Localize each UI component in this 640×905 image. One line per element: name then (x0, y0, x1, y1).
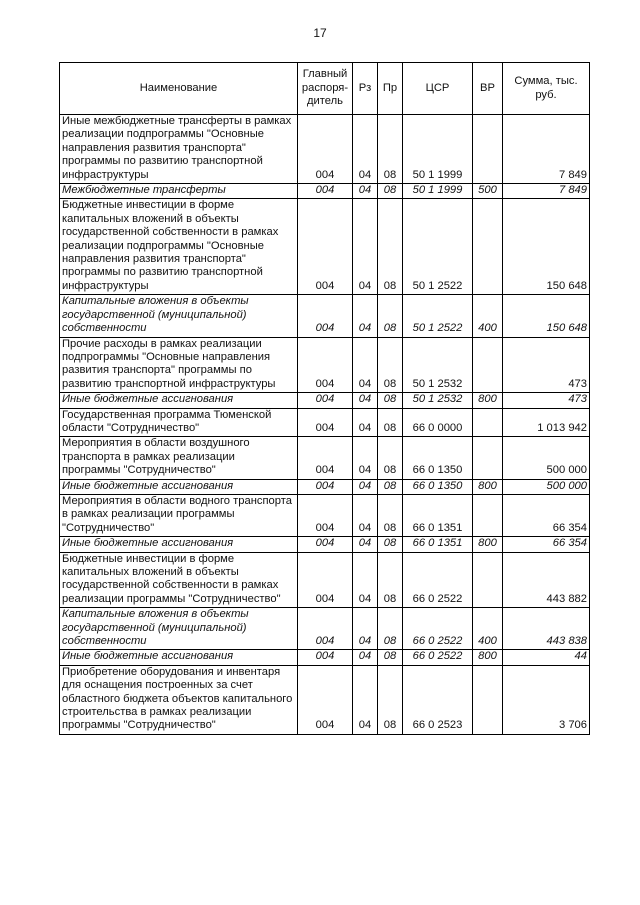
cell-vr (473, 115, 503, 184)
cell-rz: 04 (353, 437, 378, 479)
cell-admin: 004 (298, 650, 353, 665)
cell-admin: 004 (298, 184, 353, 199)
cell-admin: 004 (298, 115, 353, 184)
cell-vr: 800 (473, 537, 503, 552)
table-row (60, 479, 590, 494)
header-sum: Сумма, тыс. руб. (503, 63, 590, 115)
header-rz: Рз (353, 63, 378, 115)
cell-pr: 08 (378, 665, 403, 734)
cell-pr: 08 (378, 494, 403, 536)
cell-csr: 66 0 1351 (403, 537, 473, 552)
cell-name: Иные бюджетные ассигнования (60, 393, 298, 408)
cell-admin: 004 (298, 393, 353, 408)
cell-rz: 04 (353, 552, 378, 608)
cell-rz: 04 (353, 295, 378, 337)
cell-pr: 08 (378, 393, 403, 408)
cell-sum: 3 706 (503, 665, 590, 734)
cell-pr: 08 (378, 337, 403, 393)
table-body (60, 115, 590, 735)
cell-name: Мероприятия в области водного транспорта в рамках реализации программы "Сотрудничество" (60, 494, 298, 536)
cell-csr: 66 0 2523 (403, 665, 473, 734)
budget-table (59, 62, 590, 735)
table-row (60, 115, 590, 184)
cell-rz: 04 (353, 184, 378, 199)
cell-pr: 08 (378, 650, 403, 665)
cell-name: Мероприятия в области воздушного транспорта в рамках реализации программы "Сотрудничество" (60, 437, 298, 479)
cell-pr: 08 (378, 537, 403, 552)
cell-name: Капитальные вложения в объекты государственной (муниципальной) собственности (60, 295, 298, 337)
cell-csr: 66 0 0000 (403, 408, 473, 437)
cell-name: Приобретение оборудования и инвентаря для оснащения построенных за счет областного бюджета объектов капитального строительства в рамках реализации программы "Сотрудничество" (60, 665, 298, 734)
cell-rz: 04 (353, 408, 378, 437)
cell-admin: 004 (298, 537, 353, 552)
cell-csr: 50 1 2522 (403, 295, 473, 337)
table-row (60, 650, 590, 665)
cell-pr: 08 (378, 408, 403, 437)
cell-rz: 04 (353, 115, 378, 184)
cell-admin: 004 (298, 337, 353, 393)
cell-pr: 08 (378, 552, 403, 608)
cell-csr: 66 0 2522 (403, 650, 473, 665)
cell-name: Государственная программа Тюменской области "Сотрудничество" (60, 408, 298, 437)
header-csr: ЦСР (403, 63, 473, 115)
cell-admin: 004 (298, 552, 353, 608)
cell-sum: 1 013 942 (503, 408, 590, 437)
cell-admin: 004 (298, 665, 353, 734)
cell-csr: 50 1 2532 (403, 337, 473, 393)
cell-rz: 04 (353, 494, 378, 536)
header-pr: Пр (378, 63, 403, 115)
cell-vr: 800 (473, 650, 503, 665)
cell-vr (473, 337, 503, 393)
cell-csr: 66 0 1350 (403, 437, 473, 479)
cell-sum: 150 648 (503, 199, 590, 295)
cell-vr (473, 665, 503, 734)
cell-sum: 500 000 (503, 479, 590, 494)
header-vr: ВР (473, 63, 503, 115)
header-name: Наименование (60, 63, 298, 115)
cell-name: Иные бюджетные ассигнования (60, 650, 298, 665)
cell-vr: 400 (473, 295, 503, 337)
cell-vr (473, 437, 503, 479)
cell-admin: 004 (298, 494, 353, 536)
cell-vr (473, 494, 503, 536)
cell-csr: 50 1 1999 (403, 115, 473, 184)
table-row (60, 437, 590, 479)
table-row (60, 494, 590, 536)
cell-admin: 004 (298, 295, 353, 337)
cell-name: Капитальные вложения в объекты государственной (муниципальной) собственности (60, 608, 298, 650)
cell-name: Иные межбюджетные трансферты в рамках реализации подпрограммы "Основные направления развития транспорта" программы по развитию транспортной инфраструктуры (60, 115, 298, 184)
cell-pr: 08 (378, 295, 403, 337)
table-row (60, 295, 590, 337)
cell-sum: 443 838 (503, 608, 590, 650)
cell-rz: 04 (353, 199, 378, 295)
cell-vr: 400 (473, 608, 503, 650)
cell-admin: 004 (298, 479, 353, 494)
header-row (60, 63, 590, 115)
cell-sum: 473 (503, 337, 590, 393)
cell-name: Межбюджетные трансферты (60, 184, 298, 199)
cell-sum: 150 648 (503, 295, 590, 337)
cell-sum: 44 (503, 650, 590, 665)
cell-vr: 800 (473, 393, 503, 408)
table-row (60, 552, 590, 608)
cell-csr: 66 0 2522 (403, 552, 473, 608)
cell-name: Иные бюджетные ассигнования (60, 479, 298, 494)
cell-vr (473, 552, 503, 608)
table-row (60, 199, 590, 295)
cell-csr: 50 1 2532 (403, 393, 473, 408)
cell-admin: 004 (298, 408, 353, 437)
cell-vr: 800 (473, 479, 503, 494)
table-row (60, 337, 590, 393)
page-number: 17 (313, 26, 327, 40)
cell-rz: 04 (353, 650, 378, 665)
cell-rz: 04 (353, 665, 378, 734)
cell-sum: 473 (503, 393, 590, 408)
cell-vr (473, 199, 503, 295)
cell-vr (473, 408, 503, 437)
cell-pr: 08 (378, 608, 403, 650)
cell-pr: 08 (378, 199, 403, 295)
cell-pr: 08 (378, 115, 403, 184)
cell-name: Иные бюджетные ассигнования (60, 537, 298, 552)
cell-csr: 50 1 1999 (403, 184, 473, 199)
cell-rz: 04 (353, 479, 378, 494)
cell-pr: 08 (378, 437, 403, 479)
cell-csr: 50 1 2522 (403, 199, 473, 295)
cell-pr: 08 (378, 184, 403, 199)
table-row (60, 537, 590, 552)
cell-csr: 66 0 1350 (403, 479, 473, 494)
cell-sum: 66 354 (503, 537, 590, 552)
table-row (60, 408, 590, 437)
cell-admin: 004 (298, 608, 353, 650)
table-row (60, 184, 590, 199)
table-row (60, 665, 590, 734)
cell-csr: 66 0 1351 (403, 494, 473, 536)
cell-sum: 443 882 (503, 552, 590, 608)
cell-sum: 500 000 (503, 437, 590, 479)
cell-sum: 7 849 (503, 115, 590, 184)
table-row (60, 393, 590, 408)
cell-sum: 66 354 (503, 494, 590, 536)
cell-name: Бюджетные инвестиции в форме капитальных вложений в объекты государственной собственности в рамках реализации подпрограммы "Основные направления развития транспорта" программы по развитию транспортной инфраструктуры (60, 199, 298, 295)
cell-admin: 004 (298, 199, 353, 295)
cell-name: Бюджетные инвестиции в форме капитальных вложений в объекты государственной собственности в рамках реализации программы "Сотрудничество" (60, 552, 298, 608)
cell-rz: 04 (353, 337, 378, 393)
cell-pr: 08 (378, 479, 403, 494)
header-admin: Главный распоря-дитель (298, 63, 353, 115)
cell-name: Прочие расходы в рамках реализации подпрограммы "Основные направления развития транспорта" программы по развитию транспортной инфраструктуры (60, 337, 298, 393)
table-row (60, 608, 590, 650)
cell-csr: 66 0 2522 (403, 608, 473, 650)
cell-sum: 7 849 (503, 184, 590, 199)
cell-rz: 04 (353, 537, 378, 552)
cell-admin: 004 (298, 437, 353, 479)
cell-vr: 500 (473, 184, 503, 199)
cell-rz: 04 (353, 608, 378, 650)
cell-rz: 04 (353, 393, 378, 408)
